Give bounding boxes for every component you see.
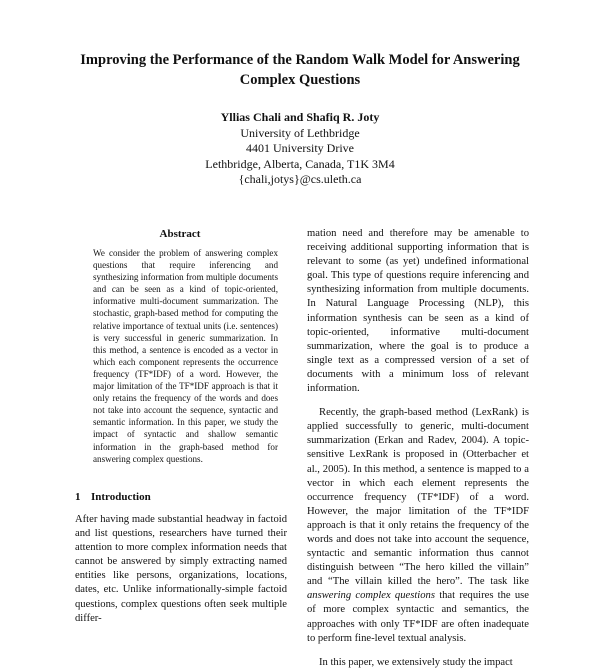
abstract-heading: Abstract xyxy=(159,228,201,240)
affiliation-line: 4401 University Drive xyxy=(246,141,354,155)
author-block xyxy=(100,110,500,188)
author-names: Yllias Chali and Shafiq R. Joty xyxy=(220,110,380,124)
body-paragraph: mation need and therefore may be amenable to receiving additional supporting information that is relevant to some (as yet) undefined informational goal. This type of questions require inferencing and synthesizing information from multiple documents. In Natural Language Processing (NLP), this information synthesis can be seen as a kind of topic-oriented, informative multi-document summarization, where the goal is to produce a single text as a compressed version of a set of documents with a minimum loss of relevant information. xyxy=(307,228,529,395)
introduction-body xyxy=(75,513,287,626)
section-title: Introduction xyxy=(91,491,151,503)
section-heading-introduction xyxy=(75,490,151,504)
affiliation-line: University of Lethbridge xyxy=(240,125,360,140)
body-paragraph xyxy=(307,406,529,646)
affiliation-line: Lethbridge, Alberta, Canada, T1K 3M4 xyxy=(205,156,395,171)
section-number: 1 xyxy=(75,491,81,503)
paragraph-text: Recently, the graph-based method (LexRank) is applied successfully to generic, multi-document summarization (Erkan and Radev, 2004). A topic-sensitive LexRank is proposed in (Otterbacher et al., 2005). In this method, a sentence is mapped to a vector in which each element represents the occurrence frequency (TF*IDF) of a word. However, the major limitation of the TF*IDF approach is that it only retains the frequency of the words and does not take into account the sequence, syntactic and semantic information thus cannot distinguish between “The hero killed the villain” and “The villain killed the hero”. The task like xyxy=(307,407,529,588)
right-column xyxy=(307,227,529,670)
abstract-text: We consider the problem of answering complex questions that require inferencing and synthesizing information from multiple documents and can be seen as a kind of topic-oriented, informative multi-document summarization. The stochastic, graph-based method for computing the relative importance of textual units (i.e. sentences) is very successful in generic summarization. In this method, a sentence is encoded as a vector in which each component represents the occurrence frequency (TF*IDF) of a word. However, the major limitation of the TF*IDF approach is that it only retains the frequency of the words and does not take into account the sequence, syntactic and semantic information. In this paper, we study the impact of syntactic and shallow semantic information in the graph-based method for answering complex questions. xyxy=(93,248,278,464)
paper-title: Improving the Performance of the Random Walk Model for Answering Complex Questions xyxy=(80,52,520,88)
paragraph-text: that requires the use of more complex syntactic and semantics, the approaches with only TF*IDF are often inadequate to perform fine-level textual analysis. xyxy=(307,590,529,644)
body-paragraph: In this paper, we extensively study the impact xyxy=(319,656,513,668)
author-email: {chali,jotys}@cs.uleth.ca xyxy=(238,172,362,186)
introduction-paragraph: After having made substantial headway in factoid and list questions, researchers have turned their attention to more complex information needs that cannot be answered by simply extracting named entities like persons, organizations, locations, dates, etc. Unlike informationally-simple factoid questions, complex questions often seek multiple differ- xyxy=(75,514,287,624)
abstract-section xyxy=(75,227,285,465)
emphasized-phrase: answering complex questions xyxy=(307,590,435,602)
